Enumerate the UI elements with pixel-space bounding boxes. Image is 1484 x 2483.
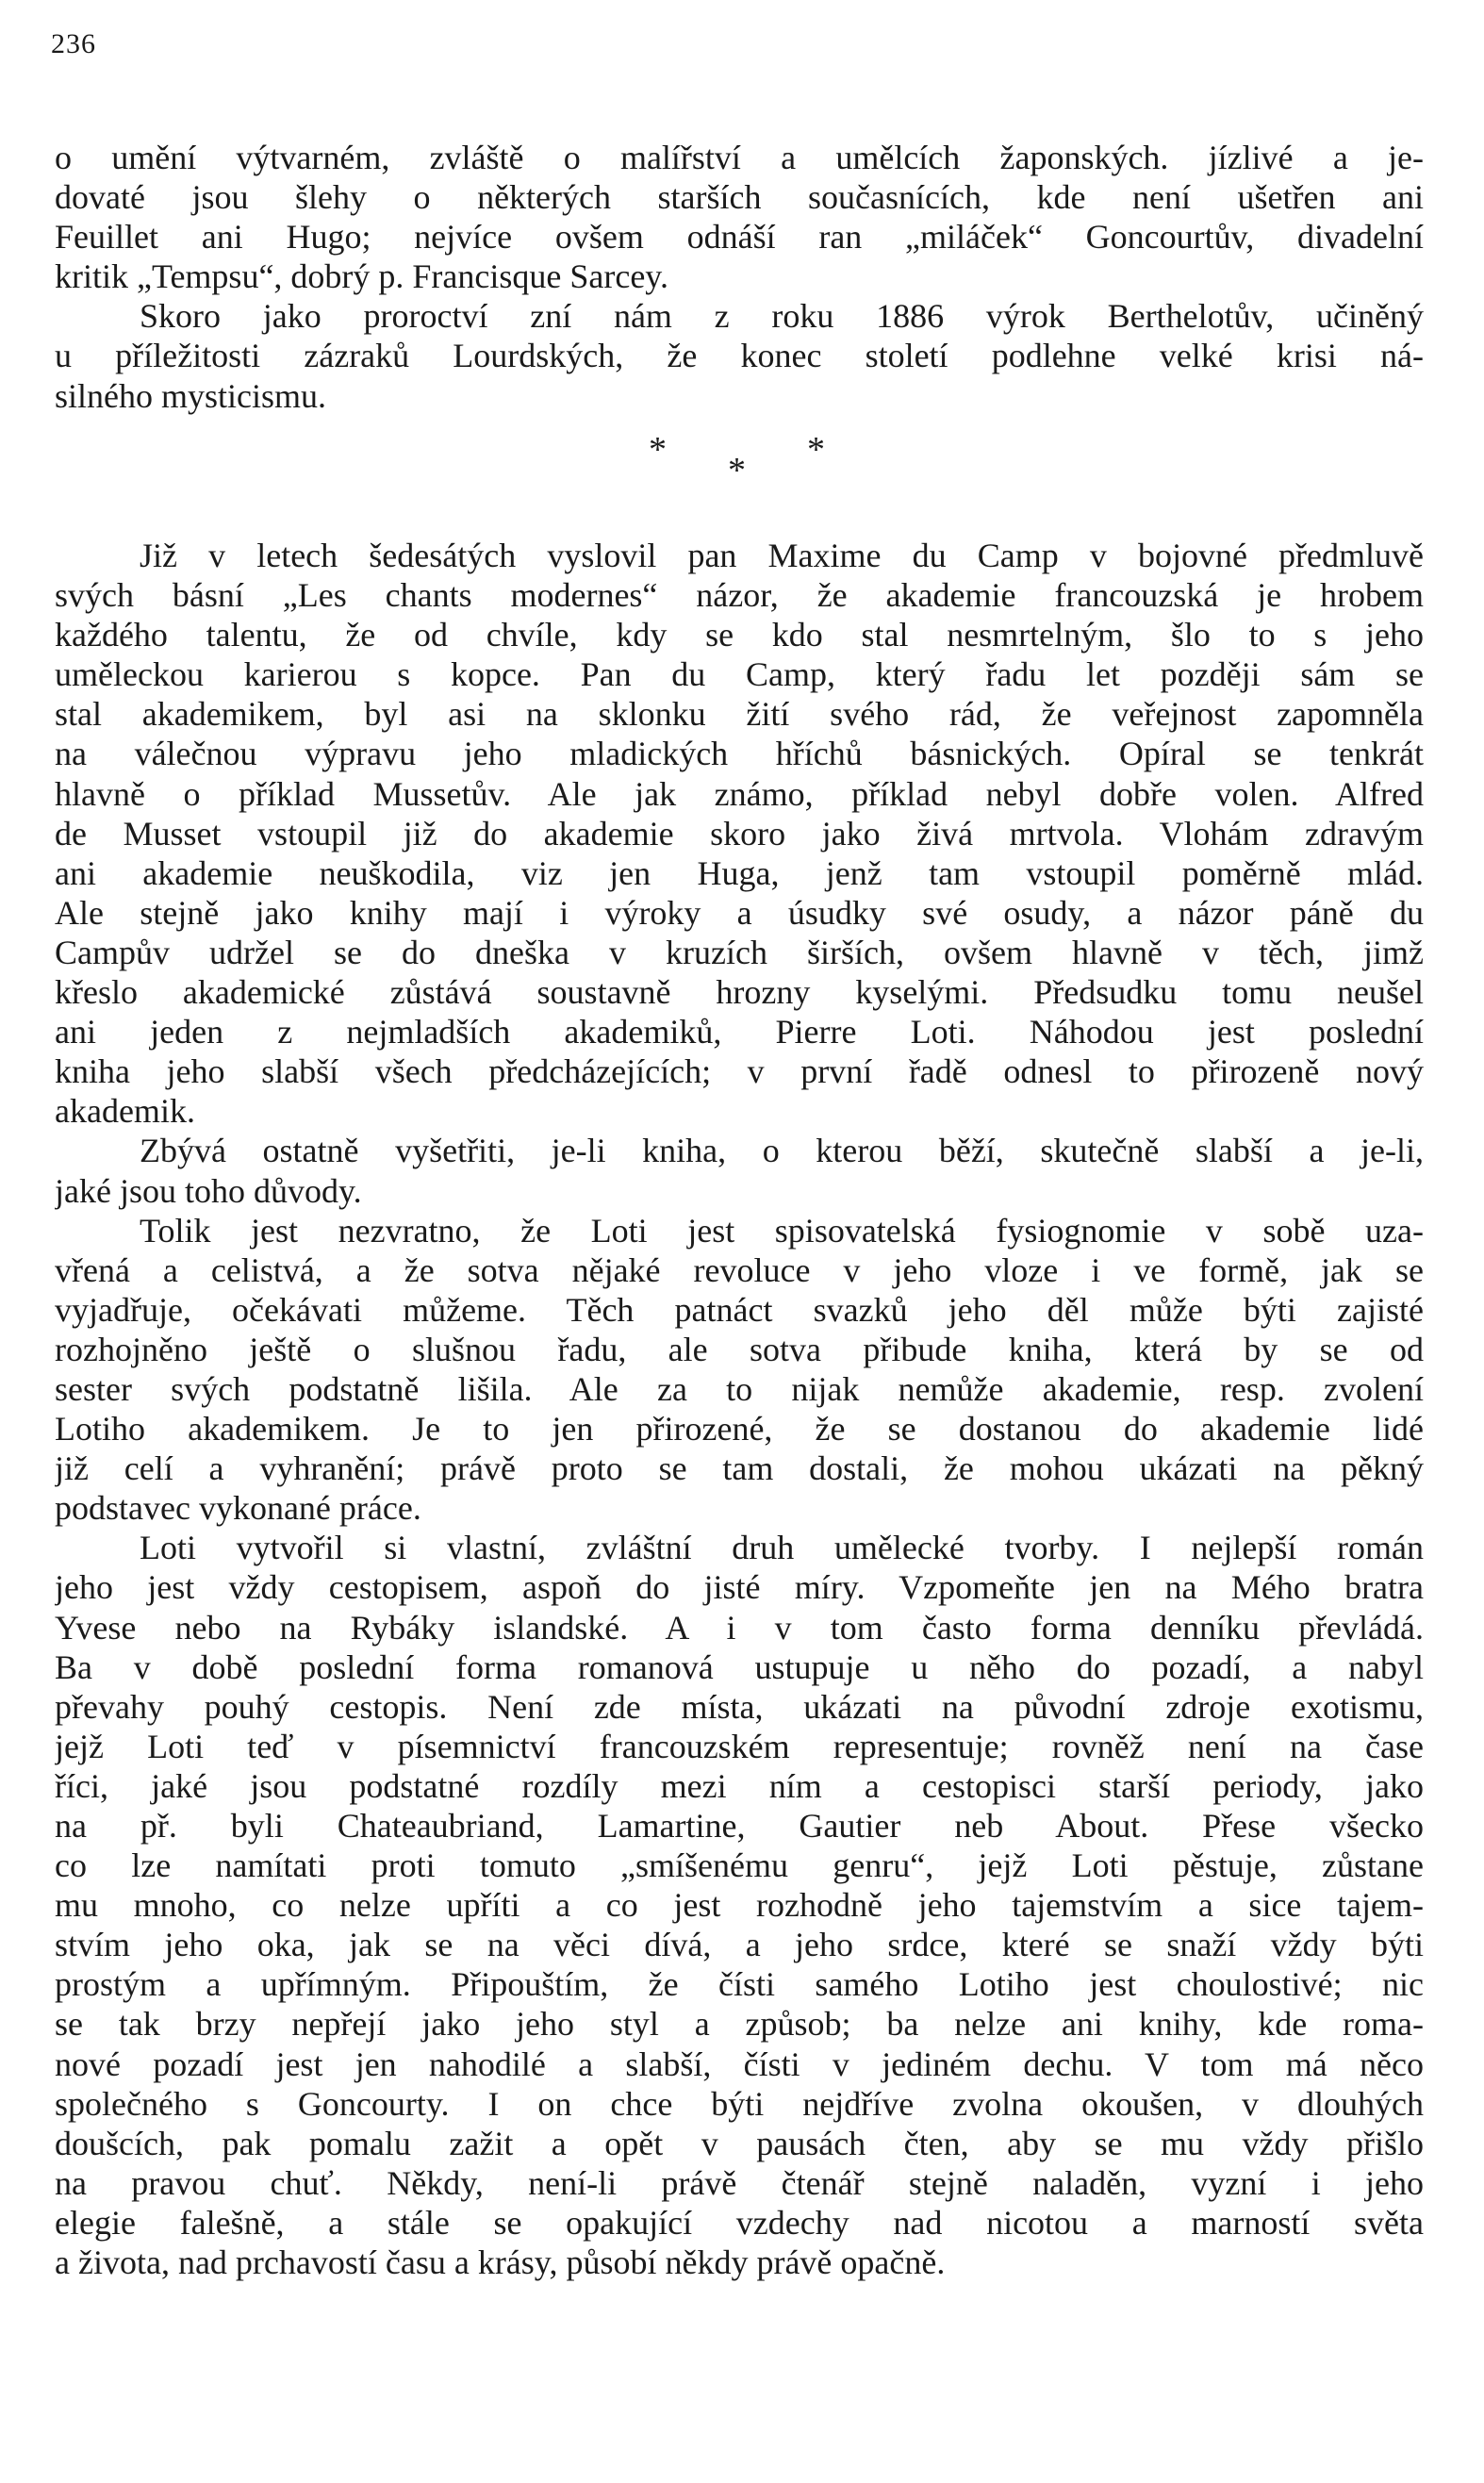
text-line: Tolik jest nezvratno, že Loti jest spisovatelská fysiognomie v sobě uza- — [140, 1211, 1424, 1250]
text-line: kritik „Tempsu“, dobrý p. Francisque Sarcey. — [55, 257, 668, 296]
text-line: prostým a upřímným. Připouštím, že čísti samého Lotiho jest choulostivé; nic — [55, 1965, 1424, 2004]
text-line: na pravou chuť. Někdy, není-li právě čtenář stejně naladěn, vyzní i jeho — [55, 2163, 1424, 2202]
text-line: Již v letech šedesátých vyslovil pan Maxime du Camp v bojovné předmluvě — [140, 537, 1424, 574]
text-line: Zbývá ostatně vyšetřiti, je-li kniha, o kterou běží, skutečně slabší a je-li, — [140, 1132, 1424, 1170]
text-line: akademik. — [55, 1092, 195, 1131]
text-line: rozhojněno ještě o slušnou řadu, ale sotva přibude kniha, která by se od — [55, 1330, 1424, 1368]
text-line: nové pozadí jest jen nahodilé a slabší, čísti v jediném dechu. V tom má něco — [55, 2044, 1424, 2083]
page-number: 236 — [51, 28, 96, 59]
text-line: převahy pouhý cestopis. Není zde místa, ukázati na původní zdroje exotismu, — [55, 1687, 1424, 1726]
text-line: kniha jeho slabší všech předcházejících; v první řadě odnesl to přirozeně nový — [55, 1052, 1424, 1091]
text-line: a života, nad prchavostí času a krásy, působí někdy právě opačně. — [55, 2243, 946, 2282]
text-line: Ba v době poslední forma romanová ustupuje u něho do pozadí, a nabyl — [55, 1647, 1424, 1686]
text-line: každého talentu, že od chvíle, kdy se kdo stal nesmrtelným, šlo to s jeho — [55, 616, 1424, 654]
text-line: doušcích, pak pomalu zažit a opět v pausách čten, aby se mu vždy přišlo — [55, 2124, 1424, 2162]
text-line: na válečnou výpravu jeho mladických hříchů básnických. Opíral se tenkrát — [55, 735, 1424, 773]
text-line: již celí a vyhranění; právě proto se tam dostali, že mohou ukázati na pěkný — [55, 1449, 1424, 1488]
text-line: Lotiho akademikem. Je to jen přirozené, že se dostanou do akademie lidé — [55, 1410, 1424, 1448]
text-line: ani jeden z nejmladších akademiků, Pierre Loti. Náhodou jest poslední — [55, 1013, 1424, 1051]
text-line: říci, jaké jsou podstatné rozdíly mezi ním a cestopisci starší periody, jako — [55, 1766, 1424, 1805]
text-line: jaké jsou toho důvody. — [55, 1171, 362, 1210]
text-line: Skoro jako proroctví zní nám z roku 1886 výrok Berthelotův, učiněný — [140, 297, 1424, 336]
text-line: uměleckou karierou s kopce. Pan du Camp, který řadu let později sám se — [55, 655, 1424, 694]
text-line: Yvese nebo na Rybáky islandské. A i v tom často forma denníku převládá. — [55, 1608, 1424, 1647]
text-line: vyjadřuje, očekávati můžeme. Těch patnáct svazků jeho děl může býti zajisté — [55, 1290, 1424, 1329]
text-line: ani akademie neuškodila, viz jen Huga, jenž tam vstoupil poměrně mlád. — [55, 853, 1424, 892]
text-line: hlavně o příklad Mussetův. Ale jak známo, příklad nebyl dobře volen. Alfred — [55, 774, 1424, 813]
text-line: de Musset vstoupil již do akademie skoro jako živá mrtvola. Vlohám zdravým — [55, 814, 1424, 852]
text-line: co lze namítati proti tomuto „smíšenému genru“, jejž Loti pěstuje, zůstane — [55, 1846, 1424, 1885]
separator-asterisk: * — [728, 451, 746, 490]
text-line: křeslo akademické zůstává soustavně hrozny kyselými. Předsudku tomu neušel — [55, 973, 1424, 1012]
text-line: elegie falešně, a stále se opakující vzdechy nad nicotou a marností světa — [55, 2203, 1424, 2242]
text-line: mu mnoho, co nelze upříti a co jest rozhodně jeho tajemstvím a sice tajem- — [55, 1886, 1424, 1925]
text-line: jejž Loti teď v písemnictví francouzském representuje; rovněž není na čase — [55, 1727, 1424, 1765]
text-line: sester svých podstatně lišila. Ale za to nijak nemůže akademie, resp. zvolení — [55, 1369, 1424, 1408]
text-line: Ale stejně jako knihy mají i výroky a úsudky své osudy, a názor páně du — [55, 893, 1424, 932]
text-block-1 — [55, 138, 1424, 416]
text-line: silného mysticismu. — [55, 376, 326, 415]
text-line: o umění výtvarném, zvláště o malířství a umělcích žaponských. jízlivé a je- — [55, 139, 1424, 176]
text-line: Feuillet ani Hugo; nejvíce ovšem odnáší ran „miláček“ Goncourtův, divadelní — [55, 218, 1424, 257]
text-line: společného s Goncourty. I on chce býti nejdříve zvolna okoušen, v dlouhých — [55, 2084, 1424, 2123]
separator-asterisk: * — [649, 430, 667, 470]
text-line: dovaté jsou šlehy o některých starších současnících, kde není ušetřen ani — [55, 178, 1424, 217]
text-line: Loti vytvořil si vlastní, zvláštní druh umělecké tvorby. I nejlepší román — [140, 1529, 1424, 1567]
separator-asterisk: * — [807, 430, 825, 470]
text-line: podstavec vykonané práce. — [55, 1489, 421, 1528]
text-line: u příležitosti zázraků Lourdských, že konec století podlehne velké krisi ná- — [55, 337, 1424, 375]
section-separator — [0, 432, 1484, 488]
text-line: stal akademikem, byl asi na sklonku žití svého rád, že veřejnost zapomněla — [55, 695, 1424, 734]
text-line: Campův udržel se do dneška v kruzích širších, ovšem hlavně v těch, jimž — [55, 933, 1424, 971]
text-block-2 — [55, 536, 1424, 2282]
text-line: stvím jeho oka, jak se na věci dívá, a jeho srdce, které se snaží vždy býti — [55, 1926, 1424, 1964]
text-line: se tak brzy nepřejí jako jeho styl a způsob; ba nelze ani knihy, kde roma- — [55, 2005, 1424, 2044]
text-line: vřená a celistvá, a že sotva nějaké revoluce v jeho vloze i ve formě, jak se — [55, 1250, 1424, 1289]
text-line: jeho jest vždy cestopisem, aspoň do jisté míry. Vzpomeňte jen na Mého bratra — [55, 1568, 1424, 1607]
text-line: svých básní „Les chants modernes“ názor, že akademie francouzská je hrobem — [55, 576, 1424, 615]
text-line: na př. byli Chateaubriand, Lamartine, Gautier neb About. Přese všecko — [55, 1807, 1424, 1845]
